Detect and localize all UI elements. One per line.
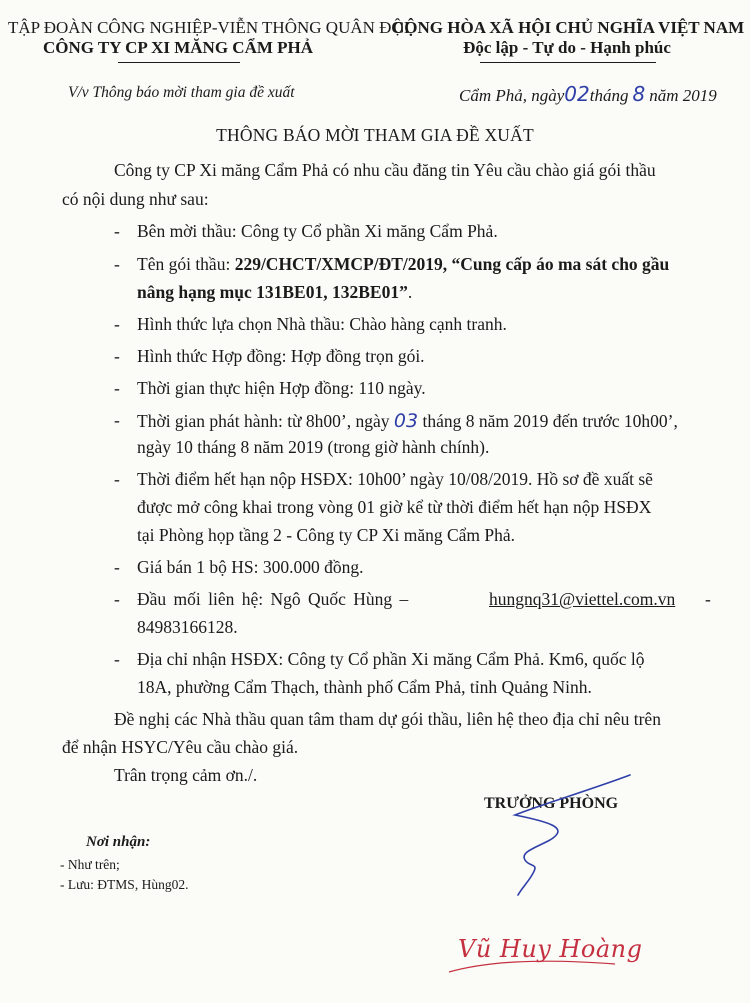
bullet-dash: - — [114, 378, 120, 398]
document-title: THÔNG BÁO MỜI THAM GIA ĐỀ XUẤT — [216, 125, 534, 145]
recipient-line-1: - Như trên; — [60, 857, 120, 872]
item-inviter: Bên mời thầu: Công ty Cổ phần Xi măng Cẩm Phả. — [137, 221, 498, 241]
national-title: CỘNG HÒA XÃ HỘI CHỦ NGHĨA VIỆT NAM — [392, 18, 745, 37]
item-deadline-line-2: được mở công khai trong vòng 01 giờ kể từ thời điểm hết hạn nộp HSĐX — [137, 497, 652, 517]
bullet-dash: - — [114, 254, 120, 274]
intro-line-2: có nội dung như sau: — [62, 189, 209, 209]
item-duration: Thời gian thực hiện Hợp đồng: 110 ngày. — [137, 378, 426, 398]
item-selection: Hình thức lựa chọn Nhà thầu: Chào hàng cạnh tranh. — [137, 314, 507, 334]
signer-name-flourish — [445, 950, 625, 980]
signer-name: Vũ Huy Hoàng — [458, 935, 643, 963]
item-release-line-1 — [137, 410, 678, 432]
item-contract-type: Hình thức Hợp đồng: Hợp đồng trọn gói. — [137, 346, 425, 366]
date-suffix: năm 2019 — [649, 86, 717, 105]
package-label: Tên gói thầu: — [137, 254, 235, 274]
org-underline — [118, 62, 240, 63]
bullet-dash: - — [114, 410, 120, 430]
recipients-title: Nơi nhận: — [86, 834, 151, 850]
date-day: 02 — [564, 82, 590, 106]
bullet-dash: - — [114, 346, 120, 366]
item-address-line-2: 18A, phường Cẩm Thạch, thành phố Cẩm Phả, tỉnh Quảng Ninh. — [137, 677, 592, 697]
package-name: 229/CHCT/XMCP/ĐT/2019, “Cung cấp áo ma sát cho gầu — [234, 254, 670, 274]
item-contact-label: Đầu mối liên hệ: Ngô Quốc Hùng – — [137, 589, 409, 609]
organization-name: CÔNG TY CP XI MĂNG CẨM PHẢ — [42, 38, 314, 57]
release-text-end: tháng 8 năm 2019 đến trước 10h00’, — [418, 411, 678, 431]
bullet-dash: - — [114, 649, 120, 669]
item-price: Giá bán 1 bộ HS: 300.000 đồng. — [137, 557, 364, 577]
contact-email-link[interactable]: hungnq31@viettel.com.vn — [489, 589, 676, 609]
date-prefix: Cẩm Phả, ngày — [459, 86, 565, 105]
bullet-dash: - — [114, 314, 120, 334]
subject-line: V/v Thông báo mời tham gia đề xuất — [68, 84, 295, 101]
item-address-line-1: Địa chỉ nhận HSĐX: Công ty Cổ phần Xi măng Cẩm Phả. Km6, quốc lộ — [137, 649, 645, 669]
closing-thanks: Trân trọng cảm ơn./. — [114, 765, 258, 785]
date-month-label: tháng — [589, 86, 629, 105]
package-end: . — [407, 282, 413, 302]
signature-mark — [470, 770, 640, 900]
national-motto: Độc lập - Tự do - Hạnh phúc — [463, 38, 671, 57]
bullet-dash: - — [114, 589, 120, 609]
date-line — [459, 82, 717, 106]
bullet-dash: - — [114, 469, 120, 489]
contact-dash: - — [705, 589, 711, 609]
date-month: 8 — [632, 82, 646, 106]
item-package-line-2 — [137, 282, 412, 303]
motto-underline — [480, 62, 656, 63]
organization-parent: TẬP ĐOÀN CÔNG NGHIỆP-VIỄN THÔNG QUÂN ĐỘI — [8, 18, 410, 37]
recipient-line-2: - Lưu: ĐTMS, Hùng02. — [60, 877, 189, 892]
item-contact-phone: 84983166128. — [137, 617, 238, 637]
bullet-dash: - — [114, 221, 120, 241]
item-package-line-1 — [137, 254, 669, 275]
item-deadline-line-1: Thời điểm hết hạn nộp HSĐX: 10h00’ ngày 10/08/2019. Hồ sơ đề xuất sẽ — [137, 469, 653, 489]
item-deadline-line-3: tại Phòng họp tầng 2 - Công ty CP Xi măng Cẩm Phả. — [137, 525, 516, 545]
intro-line-1: Công ty CP Xi măng Cẩm Phả có nhu cầu đăng tin Yêu cầu chào giá gói thầu — [114, 160, 656, 180]
bullet-dash: - — [114, 557, 120, 577]
item-release-line-2: ngày 10 tháng 8 năm 2019 (trong giờ hành chính). — [137, 437, 490, 457]
release-day: 03 — [393, 410, 419, 432]
release-text: Thời gian phát hành: từ 8h00’, ngày — [137, 411, 394, 431]
signature-role: TRƯỞNG PHÒNG — [484, 795, 619, 812]
package-name-cont: nâng hạng mục 131BE01, 132BE01” — [137, 282, 408, 302]
closing-line-1: Đề nghị các Nhà thầu quan tâm tham dự gói thầu, liên hệ theo địa chỉ nêu trên — [114, 709, 661, 729]
closing-line-2: để nhận HSYC/Yêu cầu chào giá. — [62, 737, 299, 757]
